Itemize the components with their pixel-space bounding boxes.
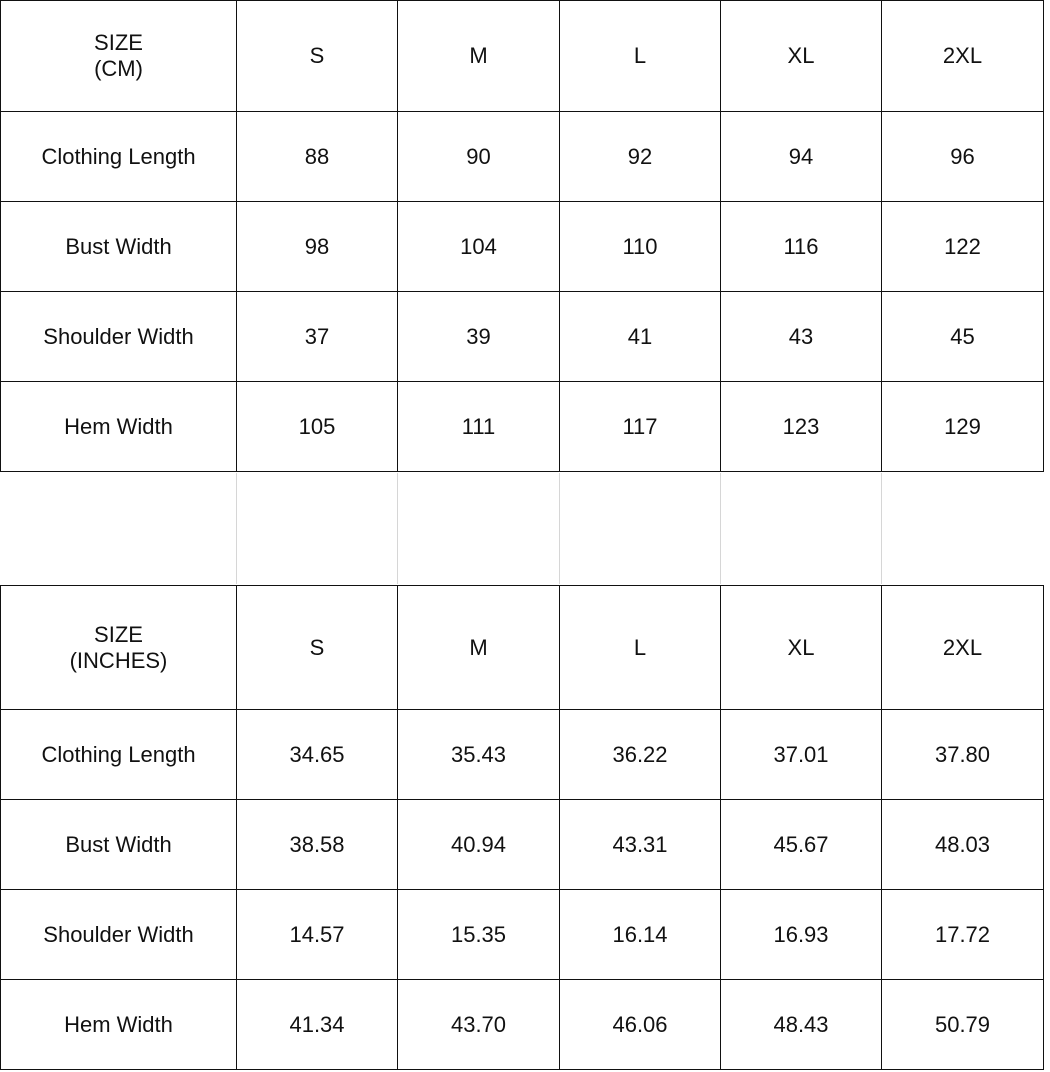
table-row — [1, 292, 1044, 382]
measurement-value: 37.01 — [721, 710, 882, 800]
measurement-value: 96 — [882, 112, 1044, 202]
measurement-value: 94 — [721, 112, 882, 202]
measurement-value: 105 — [237, 382, 398, 472]
size-column-header: M — [398, 586, 560, 710]
size-header-cell — [1, 1, 237, 112]
measurement-value: 88 — [237, 112, 398, 202]
measurement-label: Hem Width — [1, 382, 237, 472]
size-header-title: SIZE — [94, 30, 143, 55]
measurement-value: 15.35 — [398, 890, 560, 980]
measurement-value: 122 — [882, 202, 1044, 292]
measurement-value: 45 — [882, 292, 1044, 382]
measurement-value: 43 — [721, 292, 882, 382]
measurement-value: 16.14 — [560, 890, 721, 980]
spacer-cell — [398, 473, 560, 584]
measurement-value: 123 — [721, 382, 882, 472]
measurement-value: 43.70 — [398, 980, 560, 1070]
measurement-value: 116 — [721, 202, 882, 292]
measurement-value: 111 — [398, 382, 560, 472]
measurement-value: 129 — [882, 382, 1044, 472]
measurement-value: 36.22 — [560, 710, 721, 800]
measurement-value: 117 — [560, 382, 721, 472]
measurement-value: 104 — [398, 202, 560, 292]
measurement-value: 98 — [237, 202, 398, 292]
measurement-value: 45.67 — [721, 800, 882, 890]
spacer-cell — [237, 473, 398, 584]
size-column-header: XL — [721, 586, 882, 710]
size-chart-inches — [0, 585, 1044, 1070]
measurement-value: 39 — [398, 292, 560, 382]
spacer-cell — [0, 473, 237, 584]
table-spacer — [0, 473, 1043, 584]
measurement-label: Clothing Length — [1, 710, 237, 800]
header-row — [1, 586, 1044, 710]
table-row — [1, 980, 1044, 1070]
measurement-value: 37 — [237, 292, 398, 382]
measurement-value: 110 — [560, 202, 721, 292]
measurement-value: 48.03 — [882, 800, 1044, 890]
measurement-label: Shoulder Width — [1, 890, 237, 980]
table-row — [1, 710, 1044, 800]
table-row — [1, 800, 1044, 890]
size-column-header: S — [237, 586, 398, 710]
measurement-value: 16.93 — [721, 890, 882, 980]
size-column-header: XL — [721, 1, 882, 112]
spacer-cell — [560, 473, 721, 584]
size-column-header: L — [560, 586, 721, 710]
measurement-value: 14.57 — [237, 890, 398, 980]
table-row — [1, 202, 1044, 292]
measurement-label: Bust Width — [1, 202, 237, 292]
measurement-value: 38.58 — [237, 800, 398, 890]
size-header-title: SIZE — [94, 621, 143, 647]
measurement-value: 90 — [398, 112, 560, 202]
measurement-value: 48.43 — [721, 980, 882, 1070]
size-column-header: M — [398, 1, 560, 112]
size-chart-cm — [0, 0, 1044, 472]
size-header-unit: (CM) — [94, 56, 143, 81]
measurement-value: 41 — [560, 292, 721, 382]
measurement-label: Clothing Length — [1, 112, 237, 202]
size-column-header: L — [560, 1, 721, 112]
spacer-cell — [721, 473, 882, 584]
measurement-value: 34.65 — [237, 710, 398, 800]
measurement-value: 41.34 — [237, 980, 398, 1070]
size-header-unit: (INCHES) — [69, 647, 168, 673]
table-row — [1, 890, 1044, 980]
measurement-value: 46.06 — [560, 980, 721, 1070]
size-column-header: 2XL — [882, 1, 1044, 112]
measurement-value: 43.31 — [560, 800, 721, 890]
header-row — [1, 1, 1044, 112]
measurement-value: 35.43 — [398, 710, 560, 800]
spacer-cell — [882, 473, 1043, 584]
measurement-value: 37.80 — [882, 710, 1044, 800]
measurement-value: 17.72 — [882, 890, 1044, 980]
measurement-label: Hem Width — [1, 980, 237, 1070]
measurement-value: 50.79 — [882, 980, 1044, 1070]
measurement-value: 40.94 — [398, 800, 560, 890]
size-header-cell — [1, 586, 237, 710]
table-row — [1, 382, 1044, 472]
measurement-value: 92 — [560, 112, 721, 202]
size-column-header: S — [237, 1, 398, 112]
table-row — [1, 112, 1044, 202]
measurement-label: Bust Width — [1, 800, 237, 890]
size-column-header: 2XL — [882, 586, 1044, 710]
measurement-label: Shoulder Width — [1, 292, 237, 382]
